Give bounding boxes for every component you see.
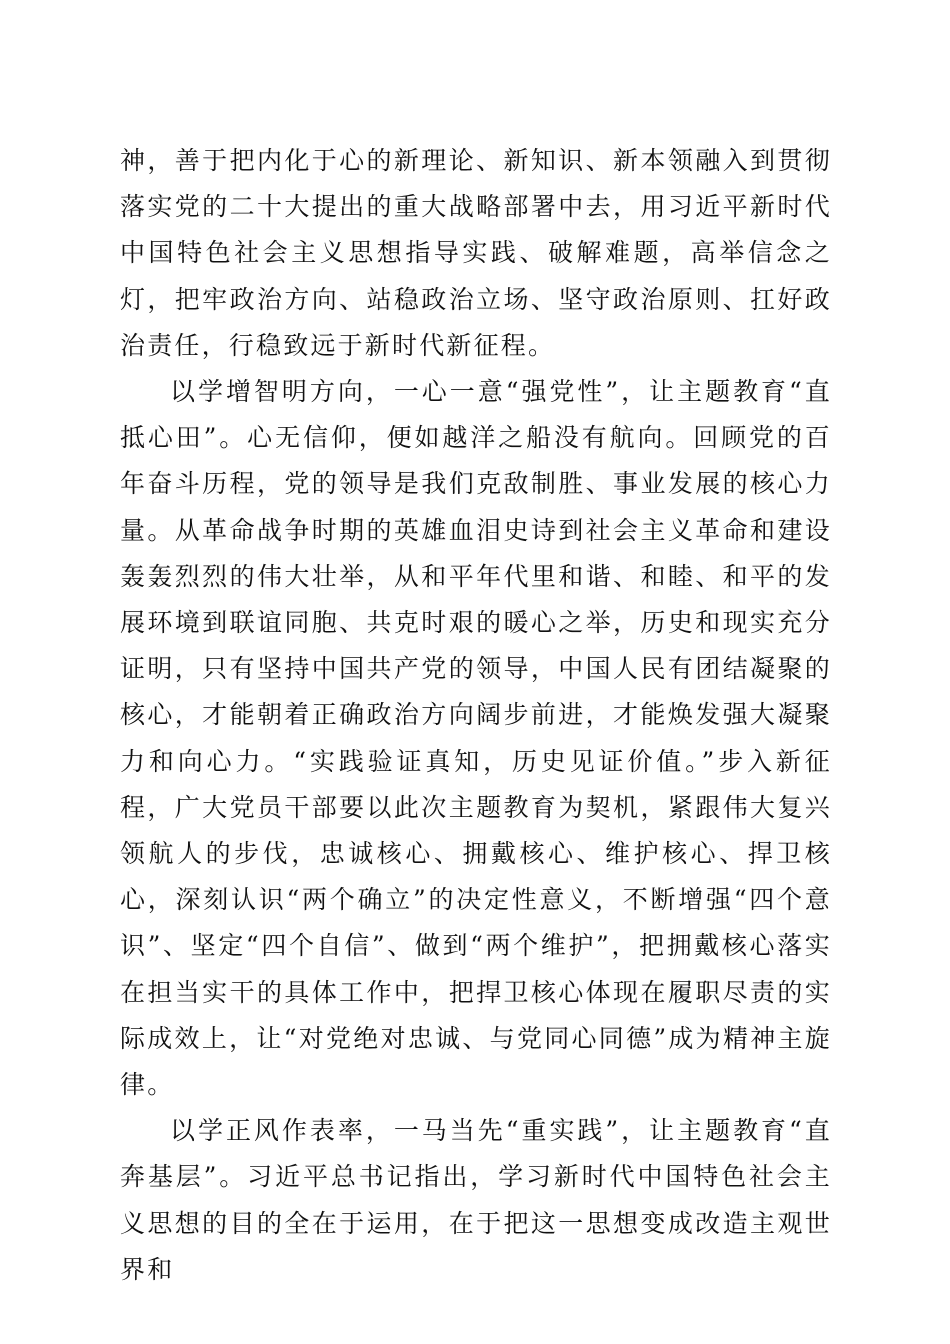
document-body [120, 138, 832, 1293]
paragraph-party-spirit: 以学增智明方向，一心一意“强党性”，让主题教育“直抵心田”。心无信仰，便如越洋之船没有航向。回顾党的百年奋斗历程，党的领导是我们克敌制胜、事业发展的核心力量。从革命战争时期的英雄血泪史诗到社会主义革命和建设轰轰烈烈的伟大壮举，从和平年代里和谐、和睦、和平的发展环境到联谊同胞、共克时艰的暖心之举，历史和现实充分证明，只有坚持中国共产党的领导，中国人民有团结凝聚的核心，才能朝着正确政治方向阔步前进，才能焕发强大凝聚力和向心力。“实践验证真知，历史见证价值。”步入新征程，广大党员干部要以此次主题教育为契机，紧跟伟大复兴领航人的步伐，忠诚核心、拥戴核心、维护核心、捍卫核心，深刻认识“两个确立”的决定性意义，不断增强“四个意识”、坚定“四个自信”、做到“两个维护”，把拥戴核心落实在担当实干的具体工作中，把捍卫核心体现在履职尽责的实际成效上，让“对党绝对忠诚、与党同心同德”成为精神主旋律。 [120, 377, 832, 1100]
paragraph-practice: 以学正风作表率，一马当先“重实践”，让主题教育“直奔基层”。习近平总书记指出，学习新时代中国特色社会主义思想的目的全在于运用，在于把这一思想变成改造主观世界和 [120, 1116, 832, 1284]
paragraph-continuation: 神，善于把内化于心的新理论、新知识、新本领融入到贯彻落实党的二十大提出的重大战略部署中去，用习近平新时代中国特色社会主义思想指导实践、破解难题，高举信念之灯，把牢政治方向、站稳政治立场、坚守政治原则、扛好政治责任，行稳致远于新时代新征程。 [120, 146, 832, 360]
